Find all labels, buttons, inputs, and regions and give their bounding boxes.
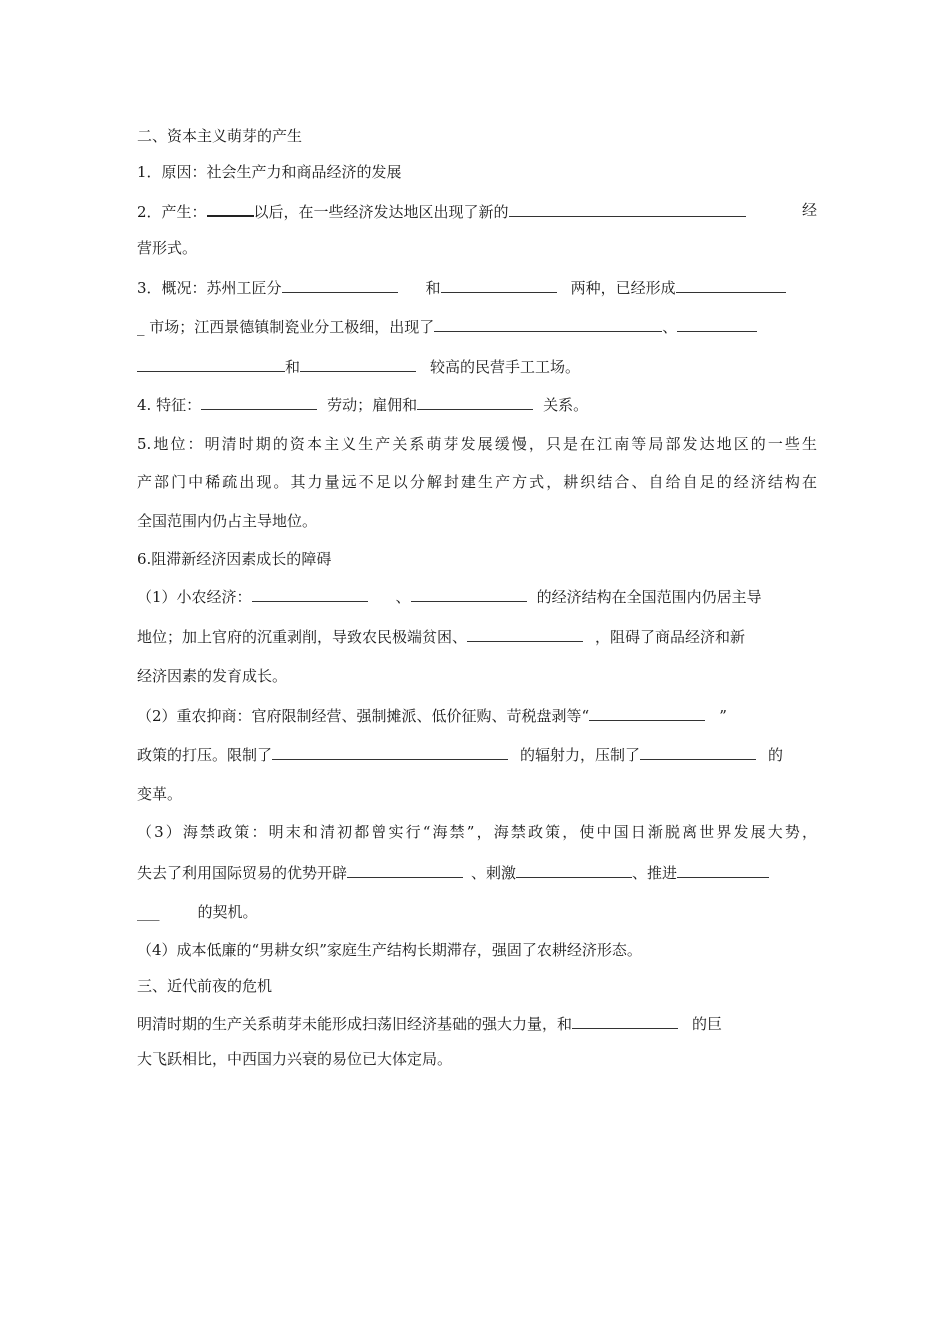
item-obstacles-heading: 6.阻滞新经济因素成长的障碍 [137, 550, 332, 568]
blank-field[interactable] [677, 315, 757, 332]
blank-field[interactable] [272, 743, 508, 760]
blank-field[interactable] [207, 199, 254, 217]
blank-field[interactable] [137, 355, 285, 372]
closing-line2: 大飞跃相比，中西国力兴衰的易位已大体定局。 [137, 1050, 453, 1068]
item-status-line1: 5.地位：明清时期的资本主义生产关系萌芽发展缓慢，只是在江南等局部发达地区的一些生 [137, 435, 817, 453]
sub-agriculture-line3: 变革。 [137, 785, 183, 803]
blank-field[interactable] [467, 625, 583, 642]
item-overview-line1: 3．概况：苏州工匠分 和 两种，已经形成 [137, 276, 817, 299]
blank-field[interactable] [411, 585, 527, 602]
item-status-line3: 全国范围内仍占主导地位。 [137, 512, 318, 530]
item-features: 4. 特征： 劳动；雇佣和 关系。 [137, 393, 817, 416]
blank-field[interactable] [282, 276, 398, 293]
blank-field[interactable] [509, 200, 746, 217]
blank-field[interactable] [441, 276, 557, 293]
blank-field[interactable] [572, 1012, 678, 1029]
section-heading-crisis: 三、近代前夜的危机 [137, 977, 273, 995]
sub-sea-ban-line1: （3）海禁政策：明末和清初都曾实行“海禁”，海禁政策，使中国日渐脱离世界发展大势， [137, 823, 817, 841]
closing-line1: 明清时期的生产关系萌芽未能形成扫荡旧经济基础的强大力量，和 的巨 [137, 1012, 817, 1035]
blank-field[interactable] [516, 861, 632, 878]
blank-field[interactable] [676, 276, 786, 293]
item-overview-line2: _ 市场；江西景德镇制瓷业分工极细，出现了 、 [137, 315, 817, 338]
sub-agriculture-line1: （2）重农抑商：官府限制经营、强制摊派、低价征购、苛税盘剥等“ ” [137, 704, 817, 727]
sub-sea-ban-line3: ___ 的契机。 [137, 903, 258, 921]
section-heading-sprouts: 二、资本主义萌芽的产生 [137, 127, 303, 145]
sub-household-production: （4）成本低廉的“男耕女织”家庭生产结构长期滞存，强固了农耕经济形态。 [137, 941, 642, 959]
item-emergence-line1: 2．产生： 以后，在一些经济发达地区出现了新的 经 [137, 201, 817, 221]
item-emergence-line2: 营形式。 [137, 239, 198, 257]
blank-field[interactable] [589, 704, 705, 721]
sub-sea-ban-line2: 失去了利用国际贸易的优势开辟 、刺激 、推进 [137, 861, 817, 884]
blank-field[interactable] [201, 393, 317, 410]
sub-small-peasant-line2: 地位；加上官府的沉重剥削，导致农民极端贫困、 ，阻碍了商品经济和新 [137, 625, 817, 648]
blank-field[interactable] [347, 861, 463, 878]
sub-agriculture-line2: 政策的打压。限制了 的辐射力，压制了 的 [137, 743, 817, 766]
blank-field[interactable] [417, 393, 533, 410]
blank-field[interactable] [252, 585, 368, 602]
blank-field[interactable] [434, 315, 662, 332]
blank-field[interactable] [677, 861, 769, 878]
sub-small-peasant-line3: 经济因素的发育成长。 [137, 667, 288, 685]
blank-field[interactable] [300, 355, 416, 372]
blank-field[interactable] [640, 743, 756, 760]
sub-small-peasant-line1: （1）小农经济： 、 的经济结构在全国范围内仍居主导 [137, 585, 817, 608]
item-status-line2: 产部门中稀疏出现。其力量远不足以分解封建生产方式，耕织结合、自给自足的经济结构在 [137, 473, 817, 491]
item-cause: 1．原因：社会生产力和商品经济的发展 [137, 163, 402, 181]
item-overview-line3: 和 较高的民营手工工场。 [137, 355, 817, 378]
